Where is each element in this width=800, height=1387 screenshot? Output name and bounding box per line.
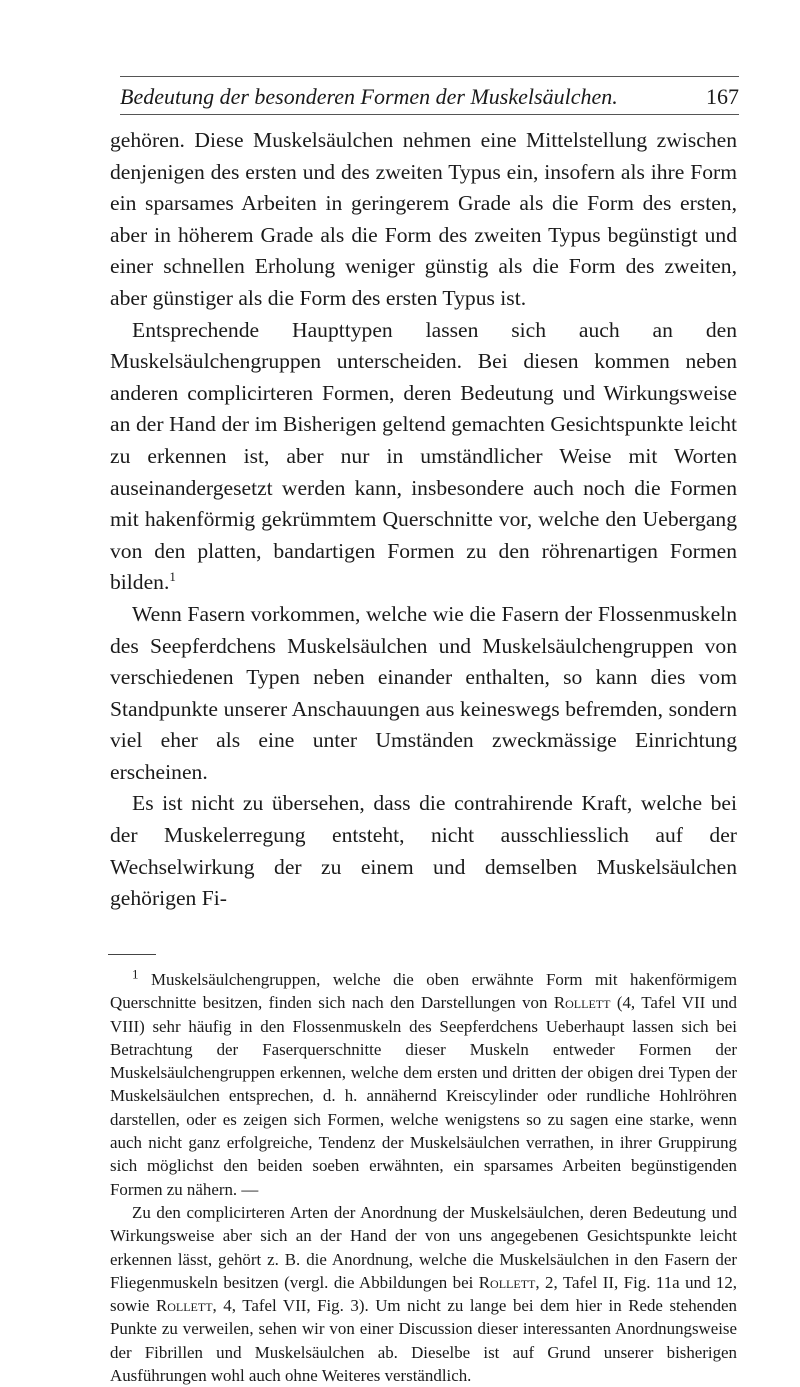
author-name: Rollett	[155, 1296, 213, 1316]
header-rule-bottom	[120, 114, 739, 115]
author-name: Rollett	[478, 1272, 536, 1292]
paragraph	[110, 315, 737, 599]
main-text	[110, 125, 737, 915]
paragraph: gehören. Diese Muskelsäulchen nehmen eine Mittelstellung zwischen denjenigen des ersten und des zweiten Typus ein, insofern als ihre Form ein sparsames Arbeiten in geringerem Grade als die Form des ersten, aber in höherem Grade als die Form des zweiten Typus begünstigt und einer schnellen Erholung weniger günstig als die Form des zweiten, aber günstiger als die Form des ersten Typus ist.	[110, 128, 737, 310]
footnotes	[110, 968, 737, 1387]
footnote-text: , 4, Tafel VII, Fig. 3). Um nicht zu lange bei dem hier in Rede stehenden Punkte zu verweilen, sehen wir von einer Discussion dieser interessanten Anordnungsweise der Fibrillen und Muskelsäulchen ab. Dieselbe ist auf Grund unserer bisherigen Ausführungen wohl auch ohne Weiteres verständlich.	[110, 1296, 737, 1386]
running-header	[120, 84, 739, 112]
footnote-text: , 2, Tafel II, Fig. 11a und 12, sowie	[110, 1272, 738, 1316]
header-rule-top	[120, 76, 739, 77]
footnote-marker: 1	[132, 966, 139, 982]
paragraph-text: Entsprechende Haupttypen lassen sich auch an den Muskelsäulchengruppen unterscheiden. Bei diesen kommen neben anderen complicirteren Formen, deren Bedeutung und Wirkungsweise an der Hand der im Bisherigen geltend gemachten Gesichtspunkte leicht zu erkennen ist, aber nur in umständlicher Weise mit Worten auseinandergesetzt werden kann, insbesondere auch noch die Formen mit hakenförmig gekrümmtem Querschnitte vor, welche den Uebergang von den platten, bandartigen Formen zu den röhrenartigen Formen bilden.	[110, 317, 737, 595]
running-title: Bedeutung der besonderen Formen der Muskelsäulchen.	[120, 84, 618, 109]
paragraph: Es ist nicht zu übersehen, dass die contrahirende Kraft, welche bei der Muskelerregung entsteht, nicht ausschliesslich auf der Wechselwirkung der zu einem und demselben Muskelsäulchen gehörigen Fi-	[110, 791, 737, 911]
paragraph: Wenn Fasern vorkommen, welche wie die Fasern der Flossenmuskeln des Seepferdchens Muskelsäulchen und Muskelsäulchengruppen von verschiedenen Typen neben einander enthalten, so kann dies vom Standpunkte unserer Anschauungen aus keineswegs befremden, sondern viel eher als eine unter Umständen zweckmässige Einrichtung erscheinen.	[110, 601, 737, 784]
footnote-reference: 1	[169, 569, 176, 585]
footnote-divider	[108, 954, 156, 955]
footnote-text: Zu den complicirteren Arten der Anordnung der Muskelsäulchen, deren Bedeutung und Wirkungsweise aber sich an der Hand der von uns angegebenen Gesichtspunkte leicht erkennen lässt, gehört z. B. die Anordnung, welche die Muskelsäulchen in den Fasern der Fliegenmuskeln besitzen (vergl. die Abbildungen bei	[110, 1202, 737, 1292]
footnote-1	[110, 968, 737, 1201]
page-number: 167	[706, 84, 739, 109]
author-name: Rollett	[553, 993, 611, 1013]
footnote-text: Muskelsäulchengruppen, welche die oben erwähnte Form mit hakenförmigem Querschnitte besitzen, finden sich nach den Darstellungen von	[110, 970, 737, 1013]
footnote-text: (4, Tafel VII und VIII) sehr häufig in den Flossenmuskeln des Seepferdchens Ueberhaupt lassen sich bei Betrachtung der Faserquerschnitte dieser Muskeln entweder Formen der Muskelsäulchengruppen erkennen, welche dem ersten und dritten der obigen drei Typen der Muskelsäulchen entsprechen, d. h. annähernd Kreiscylinder oder rundliche Hohlröhren darstellen, oder es zeigen sich Formen, welche wenigstens so zu sagen eine starke, wenn auch nicht ganz erfolgreiche, Tendenz der Muskelsäulchen verrathen, in ihrer Gruppirung sich möglichst den beiden soeben erwähnten, ein sparsames Arbeiten begünstigenden Formen zu nähern. —	[110, 993, 738, 1199]
footnote-continuation	[110, 1201, 737, 1387]
